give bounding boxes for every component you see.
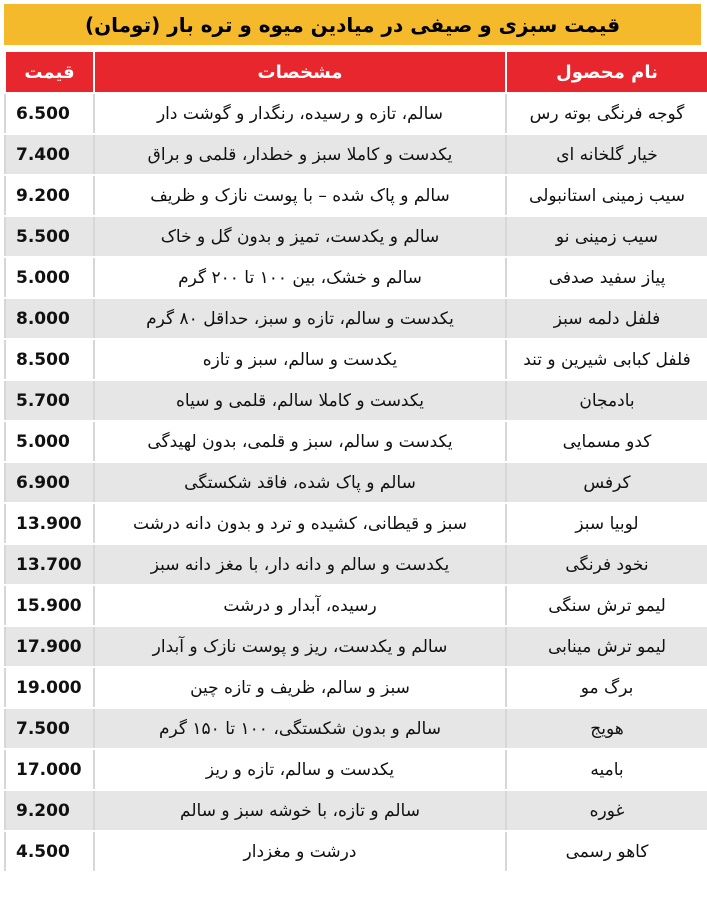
product-specifications: یکدست و سالم، تازه و سبز، حداقل ۸۰ گرم	[94, 298, 506, 339]
product-name: کاهو رسمی	[506, 831, 707, 872]
product-specifications: سبز و سالم، ظریف و تازه چین	[94, 667, 506, 708]
product-price: 9.200	[5, 175, 94, 216]
product-name: پیاز سفید صدفی	[506, 257, 707, 298]
product-specifications: یکدست و سالم و دانه دار، با مغز دانه سبز	[94, 544, 506, 585]
table-row	[5, 175, 707, 216]
product-price: 6.900	[5, 462, 94, 503]
product-specifications: درشت و مغزدار	[94, 831, 506, 872]
product-specifications: سالم و یکدست، تمیز و بدون گل و خاک	[94, 216, 506, 257]
product-name: لیمو ترش مینابی	[506, 626, 707, 667]
product-price: 17.900	[5, 626, 94, 667]
product-price: 5.000	[5, 257, 94, 298]
table-row	[5, 421, 707, 462]
product-name: هویج	[506, 708, 707, 749]
product-price: 4.500	[5, 831, 94, 872]
header-price: قیمت	[5, 51, 94, 93]
table-row	[5, 667, 707, 708]
product-name: نخود فرنگی	[506, 544, 707, 585]
header-product-name: نام محصول	[506, 51, 707, 93]
product-name: بادمجان	[506, 380, 707, 421]
product-specifications: یکدست و سالم، سبز و قلمی، بدون لهیدگی	[94, 421, 506, 462]
product-specifications: سالم و پاک شده – با پوست نازک و ظریف	[94, 175, 506, 216]
product-specifications: سالم و خشک، بین ۱۰۰ تا ۲۰۰ گرم	[94, 257, 506, 298]
product-name: کدو مسمایی	[506, 421, 707, 462]
product-name: فلفل دلمه سبز	[506, 298, 707, 339]
product-specifications: سالم و تازه، با خوشه سبز و سالم	[94, 790, 506, 831]
product-name: لیمو ترش سنگی	[506, 585, 707, 626]
table-header-row	[5, 51, 707, 93]
table-row	[5, 626, 707, 667]
product-name: کرفس	[506, 462, 707, 503]
product-name: لوبیا سبز	[506, 503, 707, 544]
product-name: سیب زمینی استانبولی	[506, 175, 707, 216]
table-row	[5, 298, 707, 339]
table-row	[5, 339, 707, 380]
product-price: 6.500	[5, 93, 94, 134]
table-row	[5, 462, 707, 503]
product-specifications: سالم و پاک شده، فاقد شکستگی	[94, 462, 506, 503]
table-row	[5, 380, 707, 421]
table-row	[5, 134, 707, 175]
product-specifications: سالم، تازه و رسیده، رنگدار و گوشت دار	[94, 93, 506, 134]
table-row	[5, 749, 707, 790]
product-specifications: سالم و بدون شکستگی، ۱۰۰ تا ۱۵۰ گرم	[94, 708, 506, 749]
product-specifications: سبز و قیطانی، کشیده و ترد و بدون دانه درشت	[94, 503, 506, 544]
product-name: غوره	[506, 790, 707, 831]
product-price: 5.000	[5, 421, 94, 462]
table-row	[5, 503, 707, 544]
page-title: قیمت سبزی و صیفی در میادین میوه و تره بار (تومان)	[4, 4, 701, 45]
product-specifications: سالم و یکدست، ریز و پوست نازک و آبدار	[94, 626, 506, 667]
product-name: گوجه فرنگی بوته رس	[506, 93, 707, 134]
product-specifications: یکدست و کاملا سبز و خطدار، قلمی و براق	[94, 134, 506, 175]
product-price: 19.000	[5, 667, 94, 708]
product-specifications: یکدست و سالم، تازه و ریز	[94, 749, 506, 790]
product-price: 7.400	[5, 134, 94, 175]
table-row	[5, 708, 707, 749]
table-row	[5, 544, 707, 585]
product-specifications: یکدست و کاملا سالم، قلمی و سیاه	[94, 380, 506, 421]
product-price: 13.900	[5, 503, 94, 544]
table-row	[5, 216, 707, 257]
product-name: برگ مو	[506, 667, 707, 708]
table-row	[5, 93, 707, 134]
product-price: 5.700	[5, 380, 94, 421]
table-row	[5, 257, 707, 298]
price-table	[4, 50, 707, 873]
product-price: 17.000	[5, 749, 94, 790]
table-row	[5, 585, 707, 626]
product-price: 8.500	[5, 339, 94, 380]
product-price: 5.500	[5, 216, 94, 257]
product-name: فلفل کبابی شیرین و تند	[506, 339, 707, 380]
product-name: بامیه	[506, 749, 707, 790]
table-row	[5, 790, 707, 831]
product-name: خیار گلخانه ای	[506, 134, 707, 175]
header-specifications: مشخصات	[94, 51, 506, 93]
product-specifications: رسیده، آبدار و درشت	[94, 585, 506, 626]
product-price: 7.500	[5, 708, 94, 749]
product-price: 13.700	[5, 544, 94, 585]
product-specifications: یکدست و سالم، سبز و تازه	[94, 339, 506, 380]
product-name: سیب زمینی نو	[506, 216, 707, 257]
product-price: 8.000	[5, 298, 94, 339]
product-price: 15.900	[5, 585, 94, 626]
product-price: 9.200	[5, 790, 94, 831]
table-row	[5, 831, 707, 872]
